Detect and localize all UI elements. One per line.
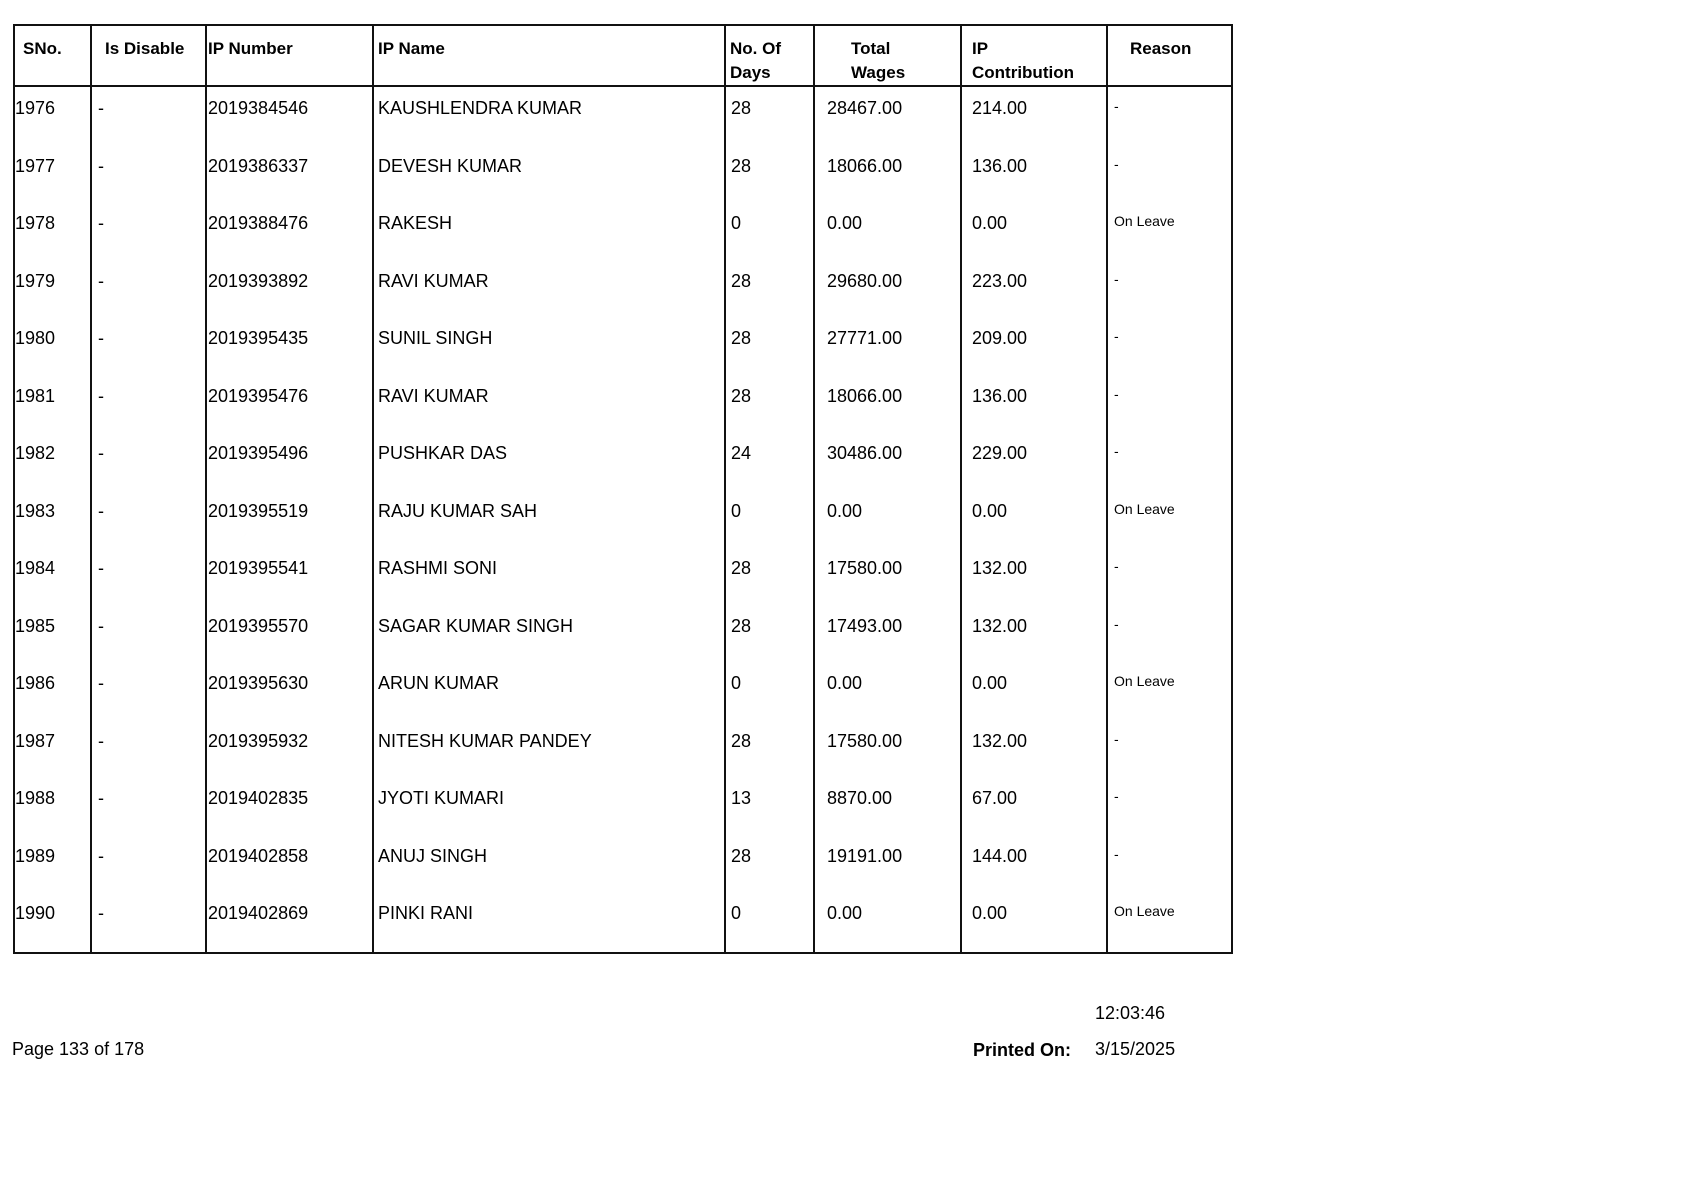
cell-sno xyxy=(14,892,91,953)
cell-ip-name xyxy=(373,662,725,720)
cell-sno xyxy=(14,777,91,835)
table-row xyxy=(14,202,1232,260)
header-days-line2: Days xyxy=(730,63,771,82)
cell-contribution-value: 132.00 xyxy=(972,558,1028,578)
cell-sno-value: 1979 xyxy=(15,270,56,291)
cell-ip-name-value: ANUJ SINGH xyxy=(378,845,488,866)
cell-contribution-value: 209.00 xyxy=(972,328,1028,348)
cell-days-value: 28 xyxy=(731,328,752,348)
cell-days xyxy=(725,547,814,605)
cell-contribution xyxy=(961,317,1107,375)
cell-ip-number xyxy=(206,605,373,663)
header-ip-number xyxy=(206,25,373,86)
cell-wages-value: 19191.00 xyxy=(827,845,903,866)
cell-sno xyxy=(14,605,91,663)
cell-sno xyxy=(14,260,91,318)
cell-is-disable-value: - xyxy=(98,443,104,463)
cell-sno-value: 1984 xyxy=(15,558,56,578)
cell-wages xyxy=(814,777,961,835)
cell-reason xyxy=(1107,605,1232,663)
cell-ip-number-value: 2019395570 xyxy=(208,615,309,636)
cell-contribution xyxy=(961,777,1107,835)
cell-contribution-value: 0.00 xyxy=(972,903,1008,923)
cell-sno-value: 1978 xyxy=(15,213,56,233)
cell-wages-value: 30486.00 xyxy=(827,443,903,463)
cell-ip-number xyxy=(206,375,373,433)
cell-sno xyxy=(14,375,91,433)
cell-sno-value: 1987 xyxy=(15,730,56,751)
cell-contribution xyxy=(961,432,1107,490)
cell-sno-value: 1990 xyxy=(15,903,56,923)
cell-days xyxy=(725,432,814,490)
print-time: 12:03:46 xyxy=(1095,1003,1166,1023)
cell-sno xyxy=(14,490,91,548)
cell-ip-number-value: 2019395476 xyxy=(208,385,309,406)
cell-wages-value: 18066.00 xyxy=(827,385,903,406)
cell-contribution xyxy=(961,605,1107,663)
cell-days-value: 13 xyxy=(731,788,752,808)
cell-ip-name xyxy=(373,260,725,318)
cell-wages xyxy=(814,835,961,893)
cell-ip-name xyxy=(373,490,725,548)
cell-contribution-value: 229.00 xyxy=(972,443,1028,463)
cell-wages xyxy=(814,375,961,433)
cell-ip-name xyxy=(373,202,725,260)
cell-is-disable xyxy=(91,317,206,375)
cell-reason-value: - xyxy=(1114,155,1119,172)
cell-wages-value: 28467.00 xyxy=(827,98,903,118)
cell-is-disable xyxy=(91,720,206,778)
header-sno xyxy=(14,25,91,86)
cell-wages xyxy=(814,317,961,375)
cell-days xyxy=(725,835,814,893)
header-reason xyxy=(1107,25,1232,86)
cell-ip-number xyxy=(206,490,373,548)
cell-ip-number-value: 2019402835 xyxy=(208,788,309,808)
cell-contribution xyxy=(961,260,1107,318)
cell-is-disable xyxy=(91,432,206,490)
cell-is-disable-value: - xyxy=(98,730,104,751)
header-wages-line2: Wages xyxy=(851,63,906,82)
header-days xyxy=(725,25,814,86)
cell-ip-name-value: RAVI KUMAR xyxy=(378,385,489,406)
table-row xyxy=(14,777,1232,835)
cell-contribution-value: 132.00 xyxy=(972,615,1028,636)
cell-is-disable-value: - xyxy=(98,500,104,521)
cell-wages-value: 0.00 xyxy=(827,673,863,693)
cell-ip-name xyxy=(373,375,725,433)
cell-reason xyxy=(1107,720,1232,778)
cell-is-disable xyxy=(91,835,206,893)
cell-days xyxy=(725,892,814,953)
cell-reason xyxy=(1107,777,1232,835)
header-contribution xyxy=(961,25,1107,86)
cell-days-value: 28 xyxy=(731,615,752,636)
cell-contribution xyxy=(961,720,1107,778)
cell-ip-number xyxy=(206,432,373,490)
table-body xyxy=(14,86,1232,953)
cell-ip-name-value: SUNIL SINGH xyxy=(378,328,493,348)
cell-wages xyxy=(814,202,961,260)
cell-reason-value: - xyxy=(1114,385,1119,402)
cell-contribution-value: 0.00 xyxy=(972,213,1008,233)
cell-is-disable-value: - xyxy=(98,558,104,578)
cell-ip-name-value: NITESH KUMAR PANDEY xyxy=(378,730,592,751)
cell-ip-name xyxy=(373,720,725,778)
cell-is-disable-value: - xyxy=(98,270,104,291)
cell-sno xyxy=(14,317,91,375)
cell-ip-name xyxy=(373,892,725,953)
cell-reason-value: - xyxy=(1114,558,1119,574)
cell-ip-number xyxy=(206,547,373,605)
table-row xyxy=(14,720,1232,778)
cell-reason-value: - xyxy=(1114,328,1119,344)
cell-ip-number-value: 2019388476 xyxy=(208,213,309,233)
cell-is-disable-value: - xyxy=(98,615,104,636)
cell-days-value: 28 xyxy=(731,558,752,578)
cell-reason-value: - xyxy=(1114,845,1119,862)
header-row xyxy=(14,25,1232,86)
cell-wages-value: 0.00 xyxy=(827,500,863,521)
cell-is-disable-value: - xyxy=(98,903,104,923)
cell-ip-number xyxy=(206,260,373,318)
table-row xyxy=(14,892,1232,953)
cell-reason-value: - xyxy=(1114,443,1119,459)
header-ip-name xyxy=(373,25,725,86)
cell-sno-value: 1980 xyxy=(15,328,56,348)
cell-days xyxy=(725,375,814,433)
cell-ip-number-value: 2019386337 xyxy=(208,155,309,176)
cell-ip-name xyxy=(373,86,725,145)
cell-wages xyxy=(814,86,961,145)
cell-reason-value: On Leave xyxy=(1114,673,1175,689)
cell-sno-value: 1981 xyxy=(15,385,56,406)
cell-days-value: 28 xyxy=(731,385,752,406)
header-sno-label: SNo. xyxy=(23,39,62,58)
cell-is-disable-value: - xyxy=(98,673,104,693)
cell-reason-value: - xyxy=(1114,98,1119,114)
cell-sno-value: 1982 xyxy=(15,443,56,463)
cell-sno xyxy=(14,86,91,145)
table-row xyxy=(14,86,1232,145)
cell-is-disable-value: - xyxy=(98,385,104,406)
cell-wages xyxy=(814,892,961,953)
cell-ip-number-value: 2019395630 xyxy=(208,673,309,693)
header-days-line1: No. Of xyxy=(730,39,781,58)
cell-contribution-value: 136.00 xyxy=(972,385,1028,406)
cell-ip-number xyxy=(206,317,373,375)
cell-ip-number xyxy=(206,835,373,893)
cell-days xyxy=(725,317,814,375)
cell-wages xyxy=(814,605,961,663)
cell-ip-name xyxy=(373,317,725,375)
cell-ip-name-value: RASHMI SONI xyxy=(378,558,498,578)
cell-is-disable-value: - xyxy=(98,328,104,348)
table-row xyxy=(14,662,1232,720)
cell-ip-name-value: DEVESH KUMAR xyxy=(378,155,523,176)
cell-ip-name xyxy=(373,777,725,835)
cell-is-disable xyxy=(91,260,206,318)
cell-ip-number xyxy=(206,892,373,953)
table-row xyxy=(14,547,1232,605)
cell-wages xyxy=(814,720,961,778)
cell-contribution xyxy=(961,375,1107,433)
cell-days-value: 28 xyxy=(731,730,752,751)
cell-days-value: 0 xyxy=(731,500,742,521)
cell-reason-value: On Leave xyxy=(1114,903,1175,919)
cell-reason-value: - xyxy=(1114,730,1119,747)
cell-ip-name-value: PUSHKAR DAS xyxy=(378,443,508,463)
cell-ip-number-value: 2019402869 xyxy=(208,903,309,923)
cell-contribution-value: 0.00 xyxy=(972,500,1008,521)
cell-days xyxy=(725,777,814,835)
cell-is-disable xyxy=(91,892,206,953)
cell-ip-name xyxy=(373,145,725,203)
cell-reason-value: On Leave xyxy=(1114,213,1175,229)
header-contribution-line2: Contribution xyxy=(972,63,1074,82)
cell-sno-value: 1988 xyxy=(15,788,56,808)
cell-wages-value: 18066.00 xyxy=(827,155,903,176)
cell-reason xyxy=(1107,662,1232,720)
cell-days-value: 28 xyxy=(731,845,752,866)
table-row xyxy=(14,145,1232,203)
cell-wages-value: 0.00 xyxy=(827,903,863,923)
cell-sno xyxy=(14,145,91,203)
cell-ip-number xyxy=(206,777,373,835)
cell-is-disable-value: - xyxy=(98,213,104,233)
contribution-table xyxy=(13,24,1233,954)
cell-ip-number xyxy=(206,202,373,260)
cell-days xyxy=(725,605,814,663)
cell-sno-value: 1989 xyxy=(15,845,56,866)
cell-is-disable xyxy=(91,547,206,605)
cell-ip-name xyxy=(373,835,725,893)
cell-sno-value: 1986 xyxy=(15,673,56,693)
cell-reason xyxy=(1107,145,1232,203)
cell-ip-name-value: PINKI RANI xyxy=(378,903,474,923)
cell-days-value: 28 xyxy=(731,270,752,291)
cell-sno xyxy=(14,547,91,605)
cell-days-value: 0 xyxy=(731,213,742,233)
cell-is-disable xyxy=(91,490,206,548)
cell-contribution xyxy=(961,835,1107,893)
cell-ip-number-value: 2019384546 xyxy=(208,98,309,118)
cell-wages-value: 29680.00 xyxy=(827,270,903,291)
cell-reason-value: - xyxy=(1114,788,1119,804)
cell-reason xyxy=(1107,202,1232,260)
cell-contribution-value: 136.00 xyxy=(972,155,1028,176)
cell-contribution-value: 144.00 xyxy=(972,845,1028,866)
header-ip-number-label: IP Number xyxy=(208,39,293,58)
printed-on-label: Printed On: xyxy=(973,1040,1071,1060)
cell-is-disable-value: - xyxy=(98,155,104,176)
cell-contribution xyxy=(961,892,1107,953)
header-is-disable xyxy=(91,25,206,86)
cell-reason xyxy=(1107,490,1232,548)
cell-days xyxy=(725,202,814,260)
cell-ip-number xyxy=(206,145,373,203)
table-row xyxy=(14,432,1232,490)
cell-sno-value: 1977 xyxy=(15,155,56,176)
cell-contribution-value: 223.00 xyxy=(972,270,1028,291)
cell-contribution xyxy=(961,86,1107,145)
cell-ip-number xyxy=(206,662,373,720)
cell-ip-number-value: 2019402858 xyxy=(208,845,309,866)
cell-ip-number-value: 2019395496 xyxy=(208,443,309,463)
cell-ip-name-value: ARUN KUMAR xyxy=(378,673,500,693)
cell-reason xyxy=(1107,892,1232,953)
cell-days-value: 0 xyxy=(731,903,742,923)
cell-contribution xyxy=(961,202,1107,260)
cell-reason xyxy=(1107,86,1232,145)
cell-days-value: 24 xyxy=(731,443,752,463)
cell-wages-value: 27771.00 xyxy=(827,328,903,348)
cell-wages-value: 17580.00 xyxy=(827,730,903,751)
cell-ip-name-value: RAKESH xyxy=(378,213,453,233)
cell-reason-value: On Leave xyxy=(1114,500,1175,517)
cell-ip-name-value: RAVI KUMAR xyxy=(378,270,489,291)
cell-is-disable-value: - xyxy=(98,788,104,808)
cell-contribution-value: 132.00 xyxy=(972,730,1028,751)
cell-ip-name xyxy=(373,547,725,605)
cell-days-value: 0 xyxy=(731,673,742,693)
cell-days xyxy=(725,720,814,778)
table-row xyxy=(14,490,1232,548)
cell-days-value: 28 xyxy=(731,155,752,176)
header-ip-name-label: IP Name xyxy=(378,39,445,58)
cell-reason-value: - xyxy=(1114,270,1119,287)
table-row xyxy=(14,835,1232,893)
cell-days xyxy=(725,490,814,548)
table-row xyxy=(14,317,1232,375)
cell-reason xyxy=(1107,432,1232,490)
cell-reason xyxy=(1107,317,1232,375)
cell-ip-number xyxy=(206,720,373,778)
cell-days xyxy=(725,260,814,318)
cell-wages-value: 17493.00 xyxy=(827,615,903,636)
cell-reason xyxy=(1107,375,1232,433)
page-number: Page 133 of 178 xyxy=(12,1039,145,1059)
print-date: 3/15/2025 xyxy=(1095,1039,1176,1059)
cell-wages xyxy=(814,432,961,490)
cell-wages xyxy=(814,260,961,318)
cell-reason xyxy=(1107,835,1232,893)
cell-contribution xyxy=(961,145,1107,203)
cell-contribution xyxy=(961,547,1107,605)
cell-sno xyxy=(14,835,91,893)
cell-wages xyxy=(814,662,961,720)
header-reason-label: Reason xyxy=(1130,39,1192,58)
cell-ip-number xyxy=(206,86,373,145)
cell-ip-name xyxy=(373,605,725,663)
cell-days xyxy=(725,662,814,720)
table-row xyxy=(14,260,1232,318)
cell-days-value: 28 xyxy=(731,98,752,118)
cell-sno xyxy=(14,662,91,720)
table-row xyxy=(14,605,1232,663)
cell-is-disable xyxy=(91,202,206,260)
cell-ip-name-value: KAUSHLENDRA KUMAR xyxy=(378,98,583,118)
cell-is-disable xyxy=(91,777,206,835)
cell-is-disable-value: - xyxy=(98,98,104,118)
cell-sno-value: 1976 xyxy=(15,98,56,118)
cell-is-disable xyxy=(91,605,206,663)
cell-is-disable xyxy=(91,662,206,720)
cell-sno xyxy=(14,432,91,490)
cell-ip-number-value: 2019395541 xyxy=(208,558,309,578)
cell-contribution-value: 67.00 xyxy=(972,788,1018,808)
cell-ip-number-value: 2019395435 xyxy=(208,328,309,348)
cell-reason xyxy=(1107,547,1232,605)
cell-sno xyxy=(14,720,91,778)
cell-ip-number-value: 2019395932 xyxy=(208,730,309,751)
cell-sno-value: 1985 xyxy=(15,615,56,636)
cell-ip-name-value: JYOTI KUMARI xyxy=(378,788,505,808)
header-wages xyxy=(814,25,961,86)
cell-sno-value: 1983 xyxy=(15,500,56,521)
cell-reason-value: - xyxy=(1114,615,1119,632)
cell-wages-value: 8870.00 xyxy=(827,788,893,808)
cell-ip-number-value: 2019395519 xyxy=(208,500,309,521)
cell-ip-number-value: 2019393892 xyxy=(208,270,309,291)
cell-wages xyxy=(814,145,961,203)
cell-ip-name-value: RAJU KUMAR SAH xyxy=(378,500,538,521)
cell-wages-value: 17580.00 xyxy=(827,558,903,578)
table-row xyxy=(14,375,1232,433)
cell-wages xyxy=(814,547,961,605)
cell-contribution xyxy=(961,490,1107,548)
cell-contribution-value: 0.00 xyxy=(972,673,1008,693)
cell-ip-name xyxy=(373,432,725,490)
cell-days xyxy=(725,145,814,203)
cell-is-disable xyxy=(91,145,206,203)
cell-wages-value: 0.00 xyxy=(827,213,863,233)
cell-reason xyxy=(1107,260,1232,318)
header-contribution-line1: IP xyxy=(972,39,989,58)
cell-ip-name-value: SAGAR KUMAR SINGH xyxy=(378,615,574,636)
header-wages-line1: Total xyxy=(851,39,891,58)
cell-is-disable-value: - xyxy=(98,845,104,866)
cell-is-disable xyxy=(91,375,206,433)
cell-is-disable xyxy=(91,86,206,145)
cell-contribution xyxy=(961,662,1107,720)
cell-sno xyxy=(14,202,91,260)
cell-days xyxy=(725,86,814,145)
cell-contribution-value: 214.00 xyxy=(972,98,1028,118)
header-is-disable-label: Is Disable xyxy=(105,39,185,58)
cell-wages xyxy=(814,490,961,548)
